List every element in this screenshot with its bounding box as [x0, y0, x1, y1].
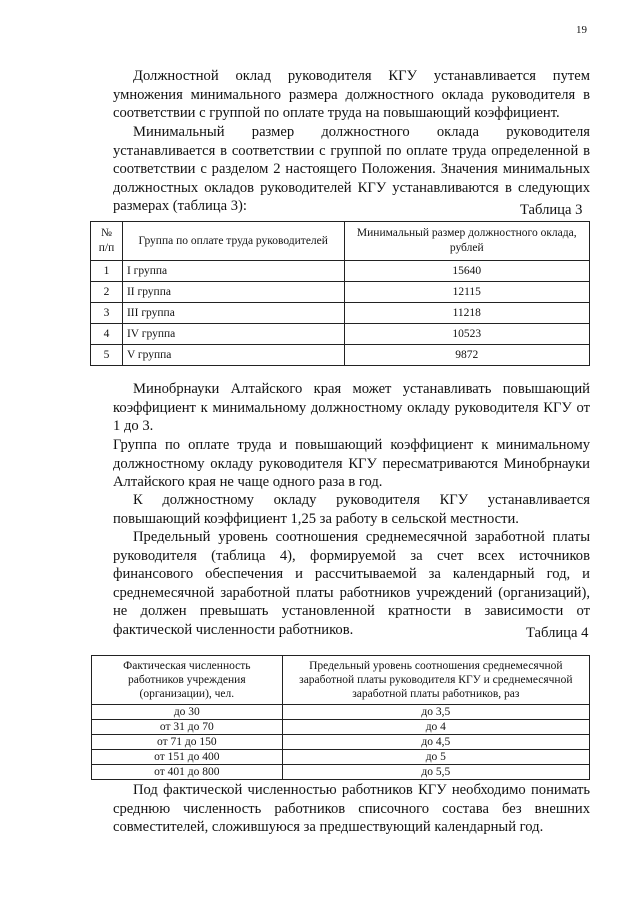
row-salary: 12115 [344, 282, 590, 303]
table-row [91, 345, 590, 366]
paragraph-1: Должностной оклад руководителя КГУ устанавливается путем умножения минимального размера должностного оклада руководителя в соответствии с группой по оплате труда на повышающий коэффициент. [113, 68, 590, 121]
table-3-header-salary: Минимальный размер должностного оклада, рублей [344, 222, 590, 261]
row-group: I группа [122, 261, 344, 282]
paragraph-3: Минобрнауки Алтайского края может устанавливать повышающий коэффициент к минимальному должностному окладу руководителя КГУ от 1 до 3. [113, 381, 590, 434]
table-row [91, 324, 590, 345]
row-num: 3 [91, 303, 123, 324]
row-count: от 151 до 400 [92, 750, 283, 765]
row-ratio: до 5,5 [282, 765, 589, 780]
table-4-header-row [92, 656, 590, 705]
row-group: III группа [122, 303, 344, 324]
table-3-header-row [91, 222, 590, 261]
paragraph-2: Минимальный размер должностного оклада руководителя устанавливается в соответствии с группой по оплате труда определенной в соответствии с разделом 2 настоящего Положения. Значения минимальных должностных окладов руководителей КГУ устанавливаются в следующих размерах (таблица 3): [113, 124, 590, 214]
table-row [92, 765, 590, 780]
row-group: IV группа [122, 324, 344, 345]
row-ratio: до 4 [282, 720, 589, 735]
row-count: от 31 до 70 [92, 720, 283, 735]
table-row [92, 735, 590, 750]
table-row [91, 261, 590, 282]
row-salary: 15640 [344, 261, 590, 282]
table-row [92, 750, 590, 765]
row-num: 1 [91, 261, 123, 282]
table-3 [90, 221, 590, 366]
row-num: 2 [91, 282, 123, 303]
row-ratio: до 4,5 [282, 735, 589, 750]
table-3-header-group: Группа по оплате труда руководителей [122, 222, 344, 261]
paragraph-7: Под фактической численностью работников КГУ необходимо понимать среднюю численность работников списочного состава без внешних совместителей, сложившуюся за предшествующий календарный год. [113, 782, 590, 835]
page-number: 19 [576, 24, 587, 36]
row-salary: 9872 [344, 345, 590, 366]
row-count: от 401 до 800 [92, 765, 283, 780]
table-3-header-num: № п/п [91, 222, 123, 261]
row-count: до 30 [92, 705, 283, 720]
row-group: V группа [122, 345, 344, 366]
table-row [92, 720, 590, 735]
row-num: 5 [91, 345, 123, 366]
row-ratio: до 3,5 [282, 705, 589, 720]
row-group: II группа [122, 282, 344, 303]
row-count: от 71 до 150 [92, 735, 283, 750]
row-salary: 11218 [344, 303, 590, 324]
table-row [92, 705, 590, 720]
table-row [91, 303, 590, 324]
paragraph-5: К должностному окладу руководителя КГУ устанавливается повышающий коэффициент 1,25 за работу в сельской местности. [113, 492, 590, 527]
table-4-header-ratio: Предельный уровень соотношения среднемесячной заработной платы руководителя КГУ и среднемесячной заработной платы работников, раз [282, 656, 589, 705]
table-3-caption: Таблица 3 [520, 202, 583, 218]
row-salary: 10523 [344, 324, 590, 345]
row-num: 4 [91, 324, 123, 345]
table-4-header-count: Фактическая численность работников учреждения (организации), чел. [92, 656, 283, 705]
table-4-caption: Таблица 4 [526, 625, 589, 641]
row-ratio: до 5 [282, 750, 589, 765]
paragraph-6: Предельный уровень соотношения среднемесячной заработной платы руководителя (таблица 4), формируемой за счет всех источников финансового обеспечения и рассчитываемой за календарный год, и среднемесячной заработной платы работников учреждений (организаций), не должен превышать установленной кратности в зависимости от фактической численности работников. [113, 529, 590, 638]
table-4 [91, 655, 590, 780]
table-row [91, 282, 590, 303]
paragraph-4: Группа по оплате труда и повышающий коэффициент к минимальному должностному окладу руководителя КГУ пересматриваются Минобрнауки Алтайского края не чаще одного раза в год. [113, 437, 590, 490]
